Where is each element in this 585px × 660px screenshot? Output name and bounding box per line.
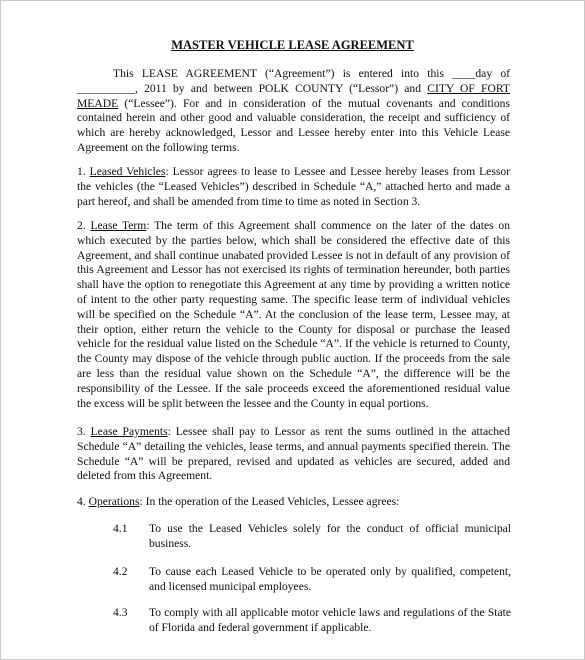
- section-heading: Operations: [88, 495, 140, 508]
- section-text: : The term of this Agreement shall commence on the later of the dates on which executed by the parties below, which shall be considered the effective date of this Agreement, and shall continue unabated provided Lessee is not in default of any provision of this Agreement and Lessor has not exercised its rights of termination hereunder, both parties shall have the option to renegotiate this Agreement at any time by providing a written notice of intent to the other party requesting same. The specific lease term of individual vehicles will be specified on the Schedule “A”. At the conclusion of the lease term, Lessee may, at their option, either return the vehicle to the County for disposal or purchase the leased vehicle for the residual value listed on the Schedule “A”. If the vehicle is returned to County, the County may dispose of the vehicle through public auction. If the proceeds from the sale are less than the residual value shown on the Schedule “A”, the difference will be the responsibility of the Lessee. If the sale proceeds exceed the aforementioned residual value the excess will be split between the lessee and the County in equal portions.: [77, 219, 510, 410]
- section-heading: Lease Term: [90, 219, 147, 232]
- subsection-number: 4.2: [113, 565, 128, 578]
- section-3-lease-payments: [77, 425, 510, 484]
- subsection-4-1: [113, 522, 511, 552]
- section-4-operations: [77, 495, 510, 510]
- intro-text-part1: This LEASE AGREEMENT (“Agreement”) is entered into this ____day of __________, 2011 by and between POLK COUNTY (“Lessor”) and: [77, 67, 510, 95]
- section-text: : Lessee shall pay to Lessor as rent the sums outlined in the attached Schedule “A” detailing the vehicles, lease terms, and annual payments specified therein. The Schedule “A” will be prepared, revised and updated as vehicles are secured, added and deleted from this Agreement.: [77, 425, 510, 483]
- section-number: 4.: [77, 495, 86, 508]
- subsection-number: 4.1: [113, 522, 128, 535]
- section-number: 3.: [77, 425, 86, 438]
- section-number: 1.: [77, 165, 86, 178]
- section-text: : In the operation of the Leased Vehicles, Lessee agrees:: [139, 495, 400, 508]
- section-heading: Lease Payments: [90, 425, 168, 438]
- subsection-text: To comply with all applicable motor vehicle laws and regulations of the State of Florida and federal government if applicable.: [149, 606, 511, 634]
- subsection-text: To cause each Leased Vehicle to be operated only by qualified, competent, and licensed municipal employees.: [149, 565, 511, 593]
- section-1-leased-vehicles: [77, 165, 510, 209]
- section-2-lease-term: [77, 219, 510, 411]
- subsection-number: 4.3: [113, 606, 128, 619]
- intro-text-part2: (“Lessee”). For and in consideration of the mutual covenants and conditions contained herein and other good and valuable consideration, the receipt and sufficiency of which are hereby acknowledged, Lessor and Lessee hereby enter into this Vehicle Lease Agreement on the following terms.: [77, 96, 510, 154]
- lessee-party-name: CITY OF FORT MEADE: [77, 81, 510, 110]
- section-heading: Leased Vehicles: [89, 165, 166, 178]
- section-number: 2.: [77, 219, 86, 232]
- intro-paragraph: [77, 67, 510, 156]
- document-title: MASTER VEHICLE LEASE AGREEMENT: [171, 38, 414, 52]
- subsection-4-2: [113, 565, 511, 595]
- subsection-text: To use the Leased Vehicles solely for the conduct of official municipal business.: [149, 522, 511, 550]
- subsection-4-3: [113, 606, 511, 636]
- section-text: : Lessor agrees to lease to Lessee and Lessee hereby leases from Lessor the vehicles (the “Leased Vehicles”) described in Schedule “A,” attached herto and made a part hereof, and shall be amended from time to time as noted in Section 3.: [77, 165, 510, 208]
